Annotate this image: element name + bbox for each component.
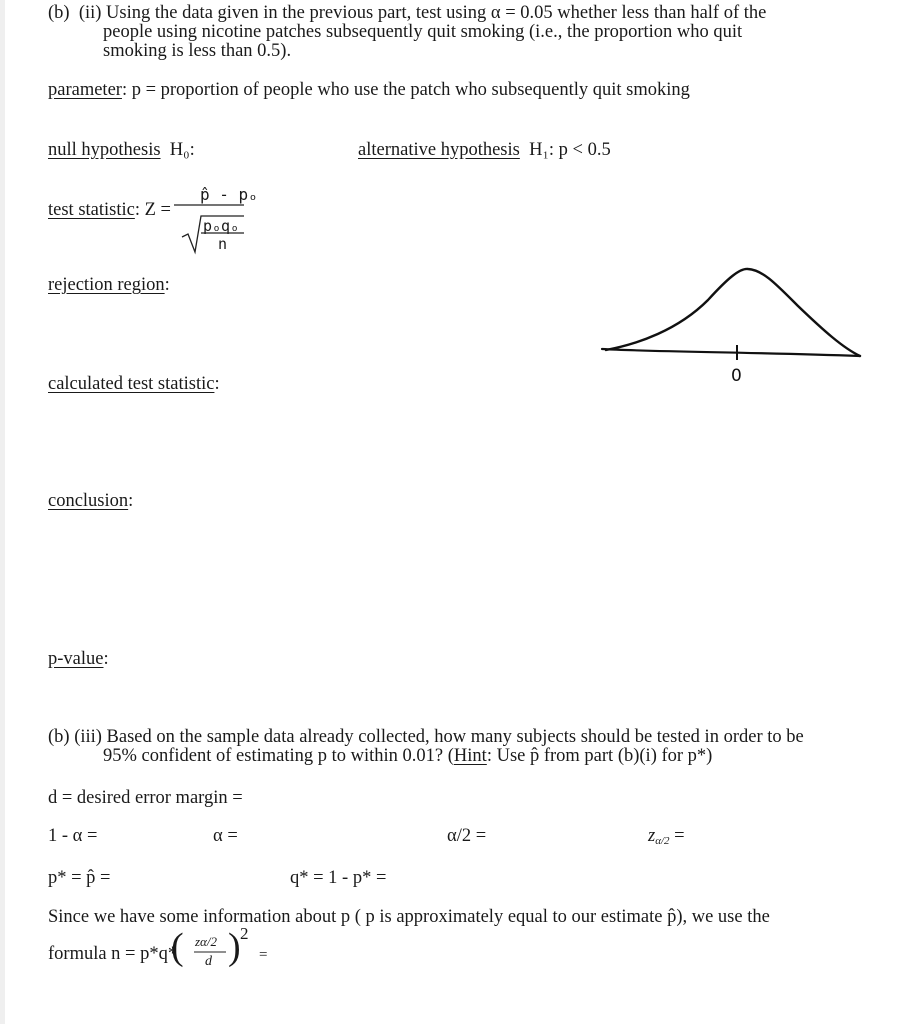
q-star-line: q* = 1 - p* =	[290, 868, 387, 888]
rejection-region-label: rejection region	[48, 275, 165, 295]
calculated-test-statistic-line: calculated test statistic:	[48, 374, 220, 394]
formula-exponent: 2	[240, 924, 249, 943]
formula-prefix: formula n = p*q*	[48, 944, 178, 964]
one-minus-alpha: 1 - α =	[48, 826, 98, 846]
z-critical-value: zα/2 =	[648, 826, 685, 847]
normal-curve-sketch	[598, 260, 870, 386]
since-line: Since we have some information about p ( p is approximately equal to our estimate p̂), we use the	[48, 907, 770, 927]
alpha-half-value: α/2 =	[447, 826, 487, 846]
parameter-label: parameter	[48, 80, 122, 100]
desired-margin-line: d = desired error margin =	[48, 788, 243, 808]
null-hypothesis-label: null hypothesis	[48, 140, 161, 160]
alternative-hypothesis-line	[358, 139, 611, 161]
alternative-hypothesis-label: alternative hypothesis	[358, 140, 520, 160]
bell-curve	[606, 269, 860, 356]
test-statistic-line	[48, 199, 171, 221]
page-edge-shadow	[0, 0, 5, 1024]
left-paren: (	[171, 926, 184, 968]
formula-numerator: zα/2	[195, 934, 217, 949]
root-denominator: n	[218, 235, 228, 253]
right-paren: )	[228, 926, 241, 968]
null-hypothesis-line	[48, 139, 195, 161]
question-b-ii-line2: people using nicotine patches subsequently quit smoking (i.e., the proportion who quit	[103, 22, 743, 42]
test-statistic-eq: : Z =	[134, 200, 171, 220]
p-value-label: p-value	[48, 649, 104, 669]
parameter-line	[48, 79, 690, 101]
question-b-iii-line1: (b) (iii) Based on the sample data already collected, how many subjects should be tested in order to be	[48, 727, 804, 747]
handwritten-numerator: p̂ - pₒ	[200, 185, 258, 204]
p-star-line: p* = p̂ =	[48, 868, 111, 888]
question-b-iii-line2: 95% confident of estimating p to within 0.01? (Hint: Use p̂ from part (b)(i) for p*)	[103, 746, 713, 766]
root-numerator: pₒqₒ	[203, 217, 240, 235]
alpha-value: α =	[213, 826, 238, 846]
rejection-region-line: rejection region:	[48, 275, 170, 295]
center-label: 0	[731, 366, 742, 386]
p-value-line: p-value:	[48, 649, 109, 669]
question-b-ii-line1: (b) (ii) Using the data given in the previous part, test using α = 0.05 whether less than half of the	[48, 3, 767, 23]
alternative-hypothesis-text: H₁: p < 0.5	[529, 140, 611, 160]
test-statistic-label: test statistic	[48, 200, 135, 220]
null-hypothesis-text: H₀:	[169, 140, 195, 160]
formula-equals: =	[259, 947, 268, 963]
hint-label: Hint	[453, 746, 487, 766]
formula-denominator: d	[205, 954, 212, 969]
calculated-test-statistic-label: calculated test statistic	[48, 374, 215, 394]
question-b-ii-line3: smoking is less than 0.5).	[103, 41, 292, 61]
horizontal-axis	[602, 349, 860, 356]
conclusion-label: conclusion	[48, 491, 129, 511]
parameter-text: : p = proportion of people who use the patch who subsequently quit smoking	[121, 80, 690, 100]
conclusion-line: conclusion:	[48, 491, 134, 511]
